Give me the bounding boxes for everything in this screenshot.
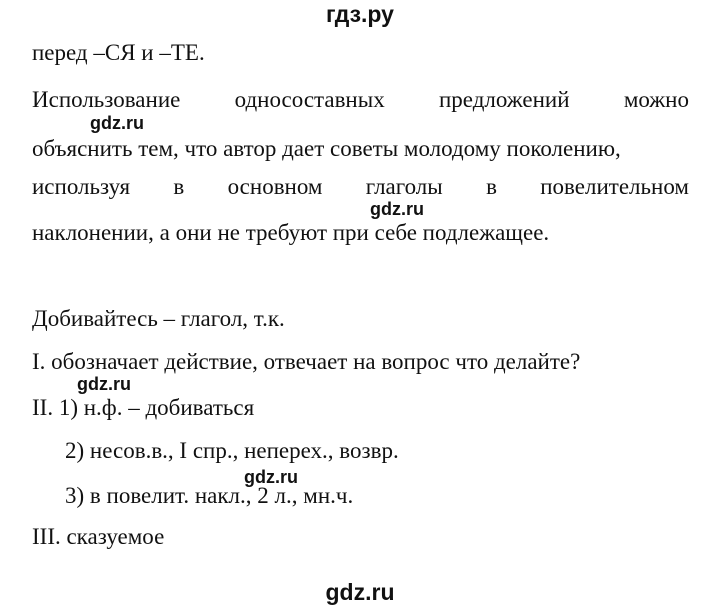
watermark-gdz: gdz.ru <box>370 199 424 219</box>
watermark-gdz: gdz.ru <box>244 467 298 487</box>
word: в <box>486 174 497 199</box>
analysis-intro: Добивайтесь – глагол, т.к. <box>32 306 285 331</box>
analysis-item-2: II. 1) н.ф. – добиваться <box>32 395 255 420</box>
word: повелительном <box>540 174 689 199</box>
word: Использование <box>32 87 181 112</box>
watermark-gdz: gdz.ru <box>77 374 131 394</box>
paragraph-1-line-3 <box>32 173 689 201</box>
word: односоставных <box>234 87 385 112</box>
analysis-item-3: III. сказуемое <box>32 524 165 549</box>
word: можно <box>623 87 689 112</box>
analysis-item-1: I. обозначает действие, отвечает на вопрос что делайте? <box>32 349 581 374</box>
word: основном <box>227 174 323 199</box>
word: в <box>173 174 185 199</box>
word: глаголы <box>365 174 443 199</box>
site-header: гдз.ру <box>326 1 394 27</box>
watermark-gdz: gdz.ru <box>90 113 144 133</box>
paragraph-1-line-1 <box>32 86 689 114</box>
word: предложений <box>438 87 570 112</box>
analysis-item-2-3: 3) в повелит. накл., 2 л., мн.ч. <box>65 483 354 508</box>
text-line-1: перед –СЯ и –ТЕ. <box>32 40 205 65</box>
word: используя <box>32 174 131 199</box>
site-footer: gdz.ru <box>325 579 395 605</box>
paragraph-1-line-4: наклонении, а они не требуют при себе подлежащее. <box>32 220 550 245</box>
paragraph-1-line-2: объяснить тем, что автор дает советы молодому поколению, <box>32 136 621 161</box>
analysis-item-2-2: 2) несов.в., I спр., неперех., возвр. <box>65 438 399 463</box>
